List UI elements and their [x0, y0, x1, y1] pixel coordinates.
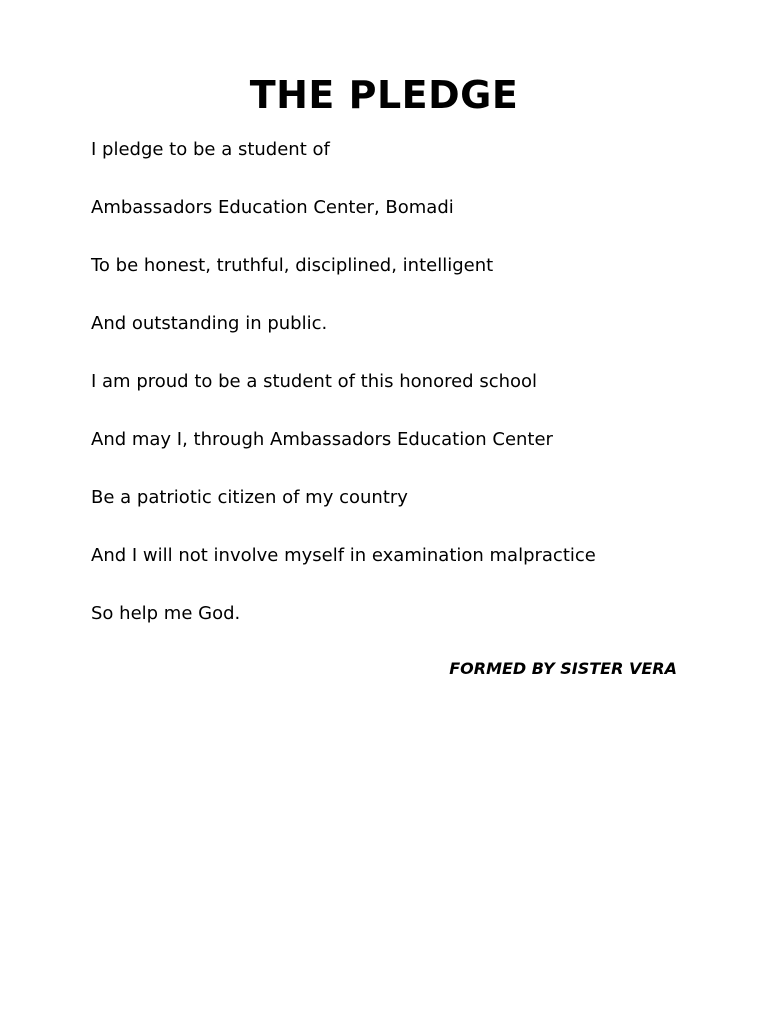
author-signature: FORMED BY SISTER VERA — [449, 659, 677, 678]
pledge-line-2: Ambassadors Education Center, Bomadi — [91, 197, 454, 218]
pledge-line-3: To be honest, truthful, disciplined, intelligent — [91, 255, 494, 276]
pledge-line-4: And outstanding in public. — [91, 313, 328, 334]
pledge-line-9: So help me God. — [91, 603, 241, 624]
pledge-line-6: And may I, through Ambassadors Education Center — [91, 429, 553, 450]
pledge-text — [91, 139, 731, 661]
pledge-line-1: I pledge to be a student of — [91, 139, 330, 160]
pledge-line-7: Be a patriotic citizen of my country — [91, 487, 408, 508]
pledge-line-5: I am proud to be a student of this honored school — [91, 371, 538, 392]
page-title: THE PLEDGE — [249, 73, 519, 117]
pledge-line-8: And I will not involve myself in examination malpractice — [91, 545, 596, 566]
